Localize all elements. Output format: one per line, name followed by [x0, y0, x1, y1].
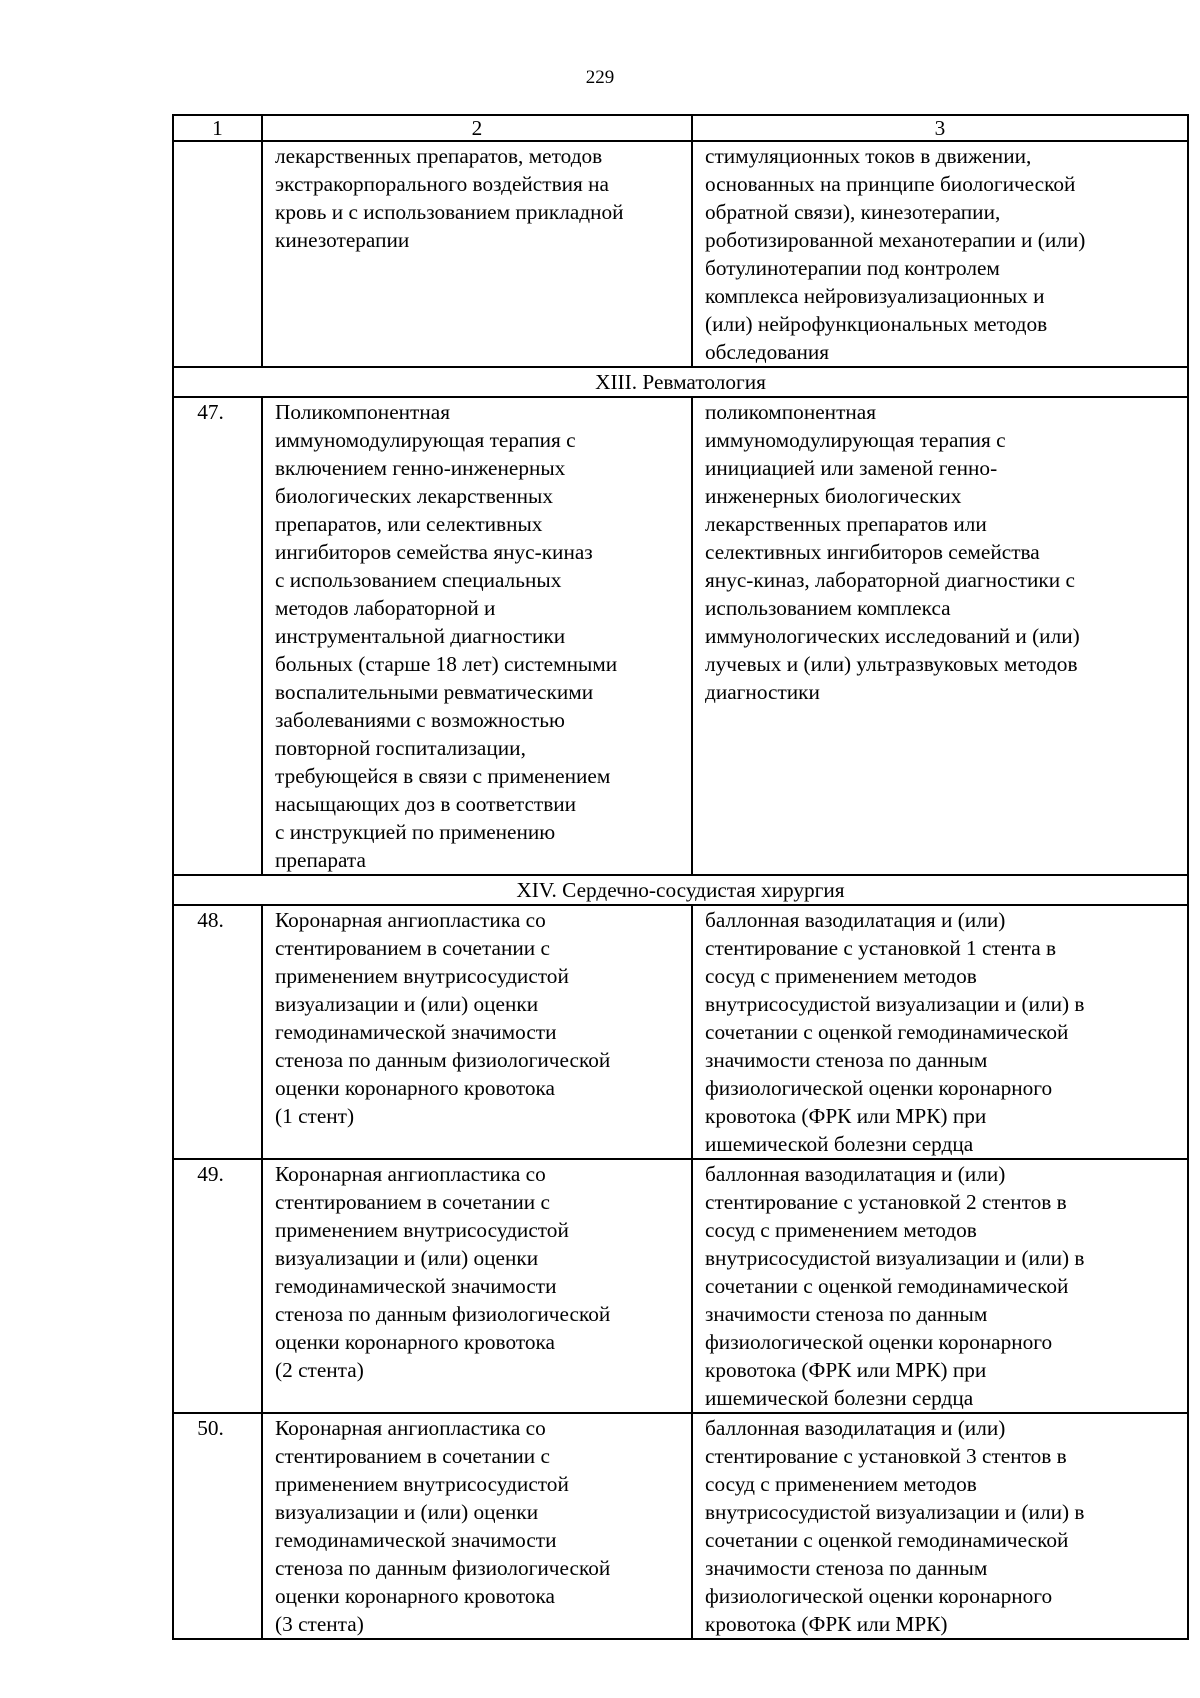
text-line: визуализации и (или) оценки — [275, 1500, 539, 1524]
text-line: стеноза по данным физиологической — [275, 1556, 611, 1580]
header-col-2: 2 — [262, 115, 692, 141]
text-line: визуализации и (или) оценки — [275, 1246, 539, 1270]
text-line: гемодинамической значимости — [275, 1274, 557, 1298]
text-line: Коронарная ангиопластика со — [275, 908, 546, 932]
procedure-method-cell — [692, 905, 1188, 1159]
text-line: кровотока (ФРК или МРК) при — [705, 1358, 987, 1382]
text-line: роботизированной механотерапии и (или) — [705, 228, 1086, 252]
text-line: стеноза по данным физиологической — [275, 1048, 611, 1072]
text-line: Коронарная ангиопластика со — [275, 1416, 546, 1440]
text-line: физиологической оценки коронарного — [705, 1330, 1053, 1354]
text-line: физиологической оценки коронарного — [705, 1584, 1053, 1608]
text-line: стентирование с установкой 1 стента в — [705, 936, 1057, 960]
text-line: (2 стента) — [275, 1358, 364, 1382]
text-line: препаратов, или селективных — [275, 512, 543, 536]
text-line: значимости стеноза по данным — [705, 1302, 988, 1326]
procedure-method-cell — [692, 1159, 1188, 1413]
text-line: кровотока (ФРК или МРК) при — [705, 1104, 987, 1128]
text-line: Поликомпонентная — [275, 400, 451, 424]
text-line: ингибиторов семейства янус-киназ — [275, 540, 593, 564]
header-col-3: 3 — [692, 115, 1188, 141]
text-line: Коронарная ангиопластика со — [275, 1162, 546, 1186]
text-line: инженерных биологических — [705, 484, 962, 508]
text-line: оценки коронарного кровотока — [275, 1076, 555, 1100]
table-row — [173, 1159, 1188, 1413]
table-row — [173, 397, 1188, 875]
procedure-name-cell — [262, 397, 692, 875]
text-line: гемодинамической значимости — [275, 1020, 557, 1044]
procedure-method-cell — [692, 1413, 1188, 1639]
text-line: стимуляционных токов в движении, — [705, 144, 1032, 168]
text-line: стентирование с установкой 3 стентов в — [705, 1444, 1067, 1468]
procedures-table — [172, 114, 1189, 1640]
text-line: повторной госпитализации, — [275, 736, 526, 760]
continuation-num-cell — [173, 141, 262, 367]
row-number: 50. — [173, 1413, 262, 1639]
section-row — [173, 367, 1188, 397]
text-line: применением внутрисосудистой — [275, 1218, 569, 1242]
continuation-method-cell — [692, 141, 1188, 367]
text-line: биологических лекарственных — [275, 484, 553, 508]
text-line: кровь и с использованием прикладной — [275, 200, 624, 224]
procedure-name-cell — [262, 905, 692, 1159]
text-line: сочетании с оценкой гемодинамической — [705, 1528, 1069, 1552]
text-line: обратной связи), кинезотерапии, — [705, 200, 1001, 224]
text-line: требующейся в связи с применением — [275, 764, 611, 788]
section-row — [173, 875, 1188, 905]
text-line: внутрисосудистой визуализации и (или) в — [705, 1246, 1085, 1270]
table-row — [173, 905, 1188, 1159]
text-line: использованием комплекса — [705, 596, 951, 620]
text-line: лучевых и (или) ультразвуковых методов — [705, 652, 1078, 676]
text-line: ботулинотерапии под контролем — [705, 256, 1000, 280]
text-line: экстракорпорального воздействия на — [275, 172, 609, 196]
text-line: методов лабораторной и — [275, 596, 496, 620]
text-line: сосуд с применением методов — [705, 1472, 977, 1496]
text-line: инициацией или заменой генно- — [705, 456, 998, 480]
text-line: больных (старше 18 лет) системными — [275, 652, 618, 676]
text-line: сочетании с оценкой гемодинамической — [705, 1020, 1069, 1044]
text-line: (3 стента) — [275, 1612, 364, 1636]
page-number: 229 — [585, 67, 615, 88]
text-line: применением внутрисосудистой — [275, 1472, 569, 1496]
header-col-1: 1 — [173, 115, 262, 141]
text-line: поликомпонентная — [705, 400, 877, 424]
text-line: включением генно-инженерных — [275, 456, 566, 480]
text-line: внутрисосудистой визуализации и (или) в — [705, 992, 1085, 1016]
text-line: инструментальной диагностики — [275, 624, 566, 648]
text-line: воспалительными ревматическими — [275, 680, 594, 704]
text-line: баллонная вазодилатация и (или) — [705, 1416, 1006, 1440]
text-line: сочетании с оценкой гемодинамической — [705, 1274, 1069, 1298]
text-line: стеноза по данным физиологической — [275, 1302, 611, 1326]
text-line: заболеваниями с возможностью — [275, 708, 565, 732]
text-line: кинезотерапии — [275, 228, 410, 252]
text-line: кровотока (ФРК или МРК) — [705, 1612, 948, 1636]
row-number: 49. — [173, 1159, 262, 1413]
text-line: обследования — [705, 340, 830, 364]
text-line: стентированием в сочетании с — [275, 936, 550, 960]
procedure-method-cell — [692, 397, 1188, 875]
text-line: лекарственных препаратов, методов — [275, 144, 603, 168]
table-row — [173, 1413, 1188, 1639]
text-line: диагностики — [705, 680, 820, 704]
text-line: оценки коронарного кровотока — [275, 1584, 555, 1608]
text-line: стентированием в сочетании с — [275, 1190, 550, 1214]
text-line: препарата — [275, 848, 366, 872]
row-number: 47. — [173, 397, 262, 875]
text-line: с использованием специальных — [275, 568, 562, 592]
text-line: комплекса нейровизуализационных и — [705, 284, 1045, 308]
text-line: значимости стеноза по данным — [705, 1048, 988, 1072]
text-line: гемодинамической значимости — [275, 1528, 557, 1552]
text-line: оценки коронарного кровотока — [275, 1330, 555, 1354]
text-line: внутрисосудистой визуализации и (или) в — [705, 1500, 1085, 1524]
text-line: ишемической болезни сердца — [705, 1132, 974, 1156]
text-line: баллонная вазодилатация и (или) — [705, 908, 1006, 932]
text-line: ишемической болезни сердца — [705, 1386, 974, 1410]
text-line: сосуд с применением методов — [705, 964, 977, 988]
section-title: XIII. Ревматология — [173, 367, 1188, 397]
row-number: 48. — [173, 905, 262, 1159]
text-line: физиологической оценки коронарного — [705, 1076, 1053, 1100]
text-line: стентирование с установкой 2 стентов в — [705, 1190, 1067, 1214]
text-line: иммуномодулирующая терапия с — [705, 428, 1006, 452]
text-line: лекарственных препаратов или — [705, 512, 987, 536]
text-line: насыщающих доз в соответствии — [275, 792, 577, 816]
text-line: баллонная вазодилатация и (или) — [705, 1162, 1006, 1186]
text-line: селективных ингибиторов семейства — [705, 540, 1040, 564]
text-line: иммунологических исследований и (или) — [705, 624, 1080, 648]
text-line: сосуд с применением методов — [705, 1218, 977, 1242]
text-line: визуализации и (или) оценки — [275, 992, 539, 1016]
text-line: (или) нейрофункциональных методов — [705, 312, 1048, 336]
section-title: XIV. Сердечно-сосудистая хирургия — [173, 875, 1188, 905]
text-line: с инструкцией по применению — [275, 820, 556, 844]
text-line: янус-киназ, лабораторной диагностики с — [705, 568, 1075, 592]
text-line: стентированием в сочетании с — [275, 1444, 550, 1468]
text-line: основанных на принципе биологической — [705, 172, 1076, 196]
text-line: (1 стент) — [275, 1104, 355, 1128]
text-line: значимости стеноза по данным — [705, 1556, 988, 1580]
procedure-name-cell — [262, 1413, 692, 1639]
table-header-row — [173, 115, 1188, 141]
text-line: иммуномодулирующая терапия с — [275, 428, 576, 452]
continuation-name-cell — [262, 141, 692, 367]
procedure-name-cell — [262, 1159, 692, 1413]
text-line: применением внутрисосудистой — [275, 964, 569, 988]
continuation-row — [173, 141, 1188, 367]
